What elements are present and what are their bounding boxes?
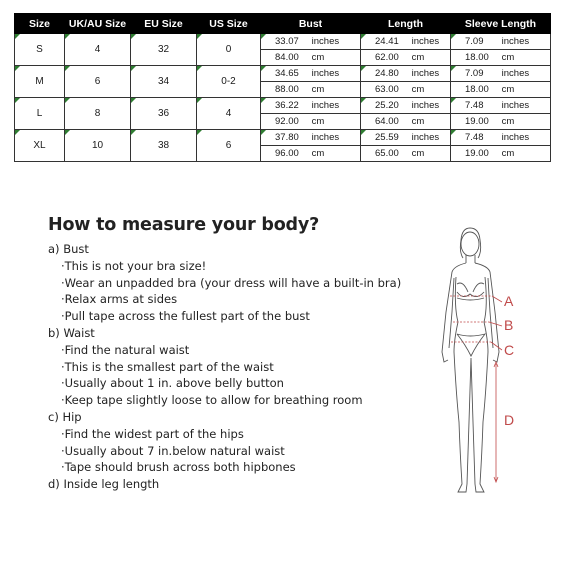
- sleeve-length-inches-cell: [451, 98, 551, 114]
- sleeve-length-inches-cell: [451, 66, 551, 82]
- sleeve-length-cm-cell: [451, 114, 551, 130]
- unit-inches: inches: [311, 68, 340, 79]
- unit-cm: cm: [501, 116, 515, 127]
- size-cell: M: [15, 66, 65, 98]
- guide-item: ·Usually about 7 in.below natural waist: [61, 443, 285, 458]
- unit-inches: inches: [411, 68, 440, 79]
- bust-cm-value: 84.00: [275, 52, 299, 63]
- header-bust: Bust: [261, 14, 361, 34]
- sleeve-length-inches-value: 7.48: [465, 132, 484, 143]
- size-cell: S: [15, 34, 65, 66]
- eu-size-cell: 34: [131, 66, 197, 98]
- size-cell: L: [15, 98, 65, 130]
- uk-au-size-cell: 6: [65, 66, 131, 98]
- header-uk-au-size: UK/AU Size: [65, 14, 131, 34]
- bust-inches-cell: [261, 98, 361, 114]
- unit-cm: cm: [311, 52, 325, 63]
- bust-cm-value: 88.00: [275, 84, 299, 95]
- sleeve-length-cm-cell: [451, 82, 551, 98]
- length-inches-cell: [361, 34, 451, 50]
- bust-cm-cell: [261, 114, 361, 130]
- size-cell: XL: [15, 130, 65, 162]
- length-cm-value: 64.00: [375, 116, 399, 127]
- sleeve-length-cm-value: 19.00: [465, 148, 489, 159]
- sleeve-length-inches-cell: [451, 130, 551, 146]
- length-cm-cell: [361, 146, 451, 162]
- sleeve-length-inches-cell: [451, 34, 551, 50]
- unit-cm: cm: [501, 84, 515, 95]
- body-measurement-figure: [432, 222, 532, 502]
- unit-inches: inches: [501, 36, 530, 47]
- guide-section-heading: a) Bust: [48, 242, 89, 256]
- sleeve-length-inches-value: 7.48: [465, 100, 484, 111]
- label-d: D: [504, 412, 515, 428]
- unit-cm: cm: [411, 148, 425, 159]
- length-cm-value: 62.00: [375, 52, 399, 63]
- guide-item: ·Relax arms at sides: [61, 292, 178, 307]
- guide-item: ·Keep tape slightly loose to allow for breathing room: [61, 393, 363, 408]
- unit-cm: cm: [311, 116, 325, 127]
- unit-cm: cm: [311, 84, 325, 95]
- bust-cm-value: 92.00: [275, 116, 299, 127]
- guide-item: ·Find the natural waist: [61, 342, 190, 357]
- guide-item: ·This is the smallest part of the waist: [61, 359, 274, 374]
- bust-inches-value: 33.07: [275, 36, 299, 47]
- header-length: Length: [361, 14, 451, 34]
- guide-title: How to measure your body?: [48, 215, 320, 235]
- sleeve-length-cm-cell: [451, 50, 551, 66]
- eu-size-cell: 32: [131, 34, 197, 66]
- unit-cm: cm: [311, 148, 325, 159]
- header-sleeve-length: Sleeve Length: [451, 14, 551, 34]
- label-c: C: [504, 342, 515, 358]
- length-inches-cell: [361, 98, 451, 114]
- size-table-body: [15, 34, 551, 162]
- header-size: Size: [15, 14, 65, 34]
- length-inches-value: 25.59: [375, 132, 399, 143]
- unit-cm: cm: [501, 52, 515, 63]
- length-inches-value: 25.20: [375, 100, 399, 111]
- guide-section-heading: b) Waist: [48, 325, 95, 340]
- unit-inches: inches: [311, 100, 340, 111]
- length-cm-cell: [361, 114, 451, 130]
- unit-inches: inches: [411, 100, 440, 111]
- length-inches-value: 24.41: [375, 36, 399, 47]
- eu-size-cell: 36: [131, 98, 197, 130]
- label-b: B: [504, 317, 514, 333]
- unit-inches: inches: [311, 36, 340, 47]
- label-a: A: [504, 293, 514, 309]
- length-cm-value: 63.00: [375, 84, 399, 95]
- bust-inches-cell: [261, 130, 361, 146]
- uk-au-size-cell: 10: [65, 130, 131, 162]
- guide-section-heading: d) Inside leg length: [48, 477, 160, 492]
- sleeve-length-cm-cell: [451, 146, 551, 162]
- guide-item: ·Pull tape across the fullest part of the bust: [61, 309, 310, 324]
- length-inches-cell: [361, 130, 451, 146]
- bust-inches-value: 37.80: [275, 132, 299, 143]
- uk-au-size-cell: 8: [65, 98, 131, 130]
- us-size-cell: 0: [197, 34, 261, 66]
- unit-inches: inches: [411, 36, 440, 47]
- bust-inches-cell: [261, 66, 361, 82]
- unit-cm: cm: [411, 84, 425, 95]
- table-row: [15, 130, 551, 146]
- bust-inches-cell: [261, 34, 361, 50]
- body-outline-illustration: [432, 222, 532, 502]
- table-row: [15, 98, 551, 114]
- unit-cm: cm: [501, 148, 515, 159]
- header-eu-size: EU Size: [131, 14, 197, 34]
- unit-inches: inches: [501, 132, 530, 143]
- guide-item: ·Wear an unpadded bra (your dress will have a built-in bra): [61, 275, 402, 290]
- table-header-row: [15, 14, 551, 34]
- guide-item: ·Tape should brush across both hipbones: [61, 460, 296, 475]
- sleeve-length-cm-value: 18.00: [465, 52, 489, 63]
- guide-item: ·Usually about 1 in. above belly button: [61, 376, 284, 391]
- unit-inches: inches: [411, 132, 440, 143]
- length-inches-value: 24.80: [375, 68, 399, 79]
- header-us-size: US Size: [197, 14, 261, 34]
- guide-item: ·This is not your bra size!: [61, 258, 207, 273]
- unit-inches: inches: [311, 132, 340, 143]
- sleeve-length-inches-value: 7.09: [465, 68, 484, 79]
- length-inches-cell: [361, 66, 451, 82]
- guide-section-heading: c) Hip: [48, 409, 82, 424]
- sleeve-length-cm-value: 18.00: [465, 84, 489, 95]
- table-row: [15, 66, 551, 82]
- bust-inches-value: 36.22: [275, 100, 299, 111]
- bust-cm-value: 96.00: [275, 148, 299, 159]
- us-size-cell: 4: [197, 98, 261, 130]
- size-chart-table: [14, 13, 551, 162]
- unit-cm: cm: [411, 52, 425, 63]
- bust-cm-cell: [261, 82, 361, 98]
- us-size-cell: 6: [197, 130, 261, 162]
- bust-cm-cell: [261, 50, 361, 66]
- length-cm-cell: [361, 50, 451, 66]
- bust-cm-cell: [261, 146, 361, 162]
- measure-guide: [48, 215, 428, 493]
- unit-cm: cm: [411, 116, 425, 127]
- length-cm-value: 65.00: [375, 148, 399, 159]
- guide-item: ·Find the widest part of the hips: [61, 426, 244, 441]
- unit-inches: inches: [501, 100, 530, 111]
- eu-size-cell: 38: [131, 130, 197, 162]
- uk-au-size-cell: 4: [65, 34, 131, 66]
- bust-inches-value: 34.65: [275, 68, 299, 79]
- us-size-cell: 0-2: [197, 66, 261, 98]
- table-row: [15, 34, 551, 50]
- length-cm-cell: [361, 82, 451, 98]
- sleeve-length-cm-value: 19.00: [465, 116, 489, 127]
- sleeve-length-inches-value: 7.09: [465, 36, 484, 47]
- unit-inches: inches: [501, 68, 530, 79]
- guide-sections: [48, 241, 428, 493]
